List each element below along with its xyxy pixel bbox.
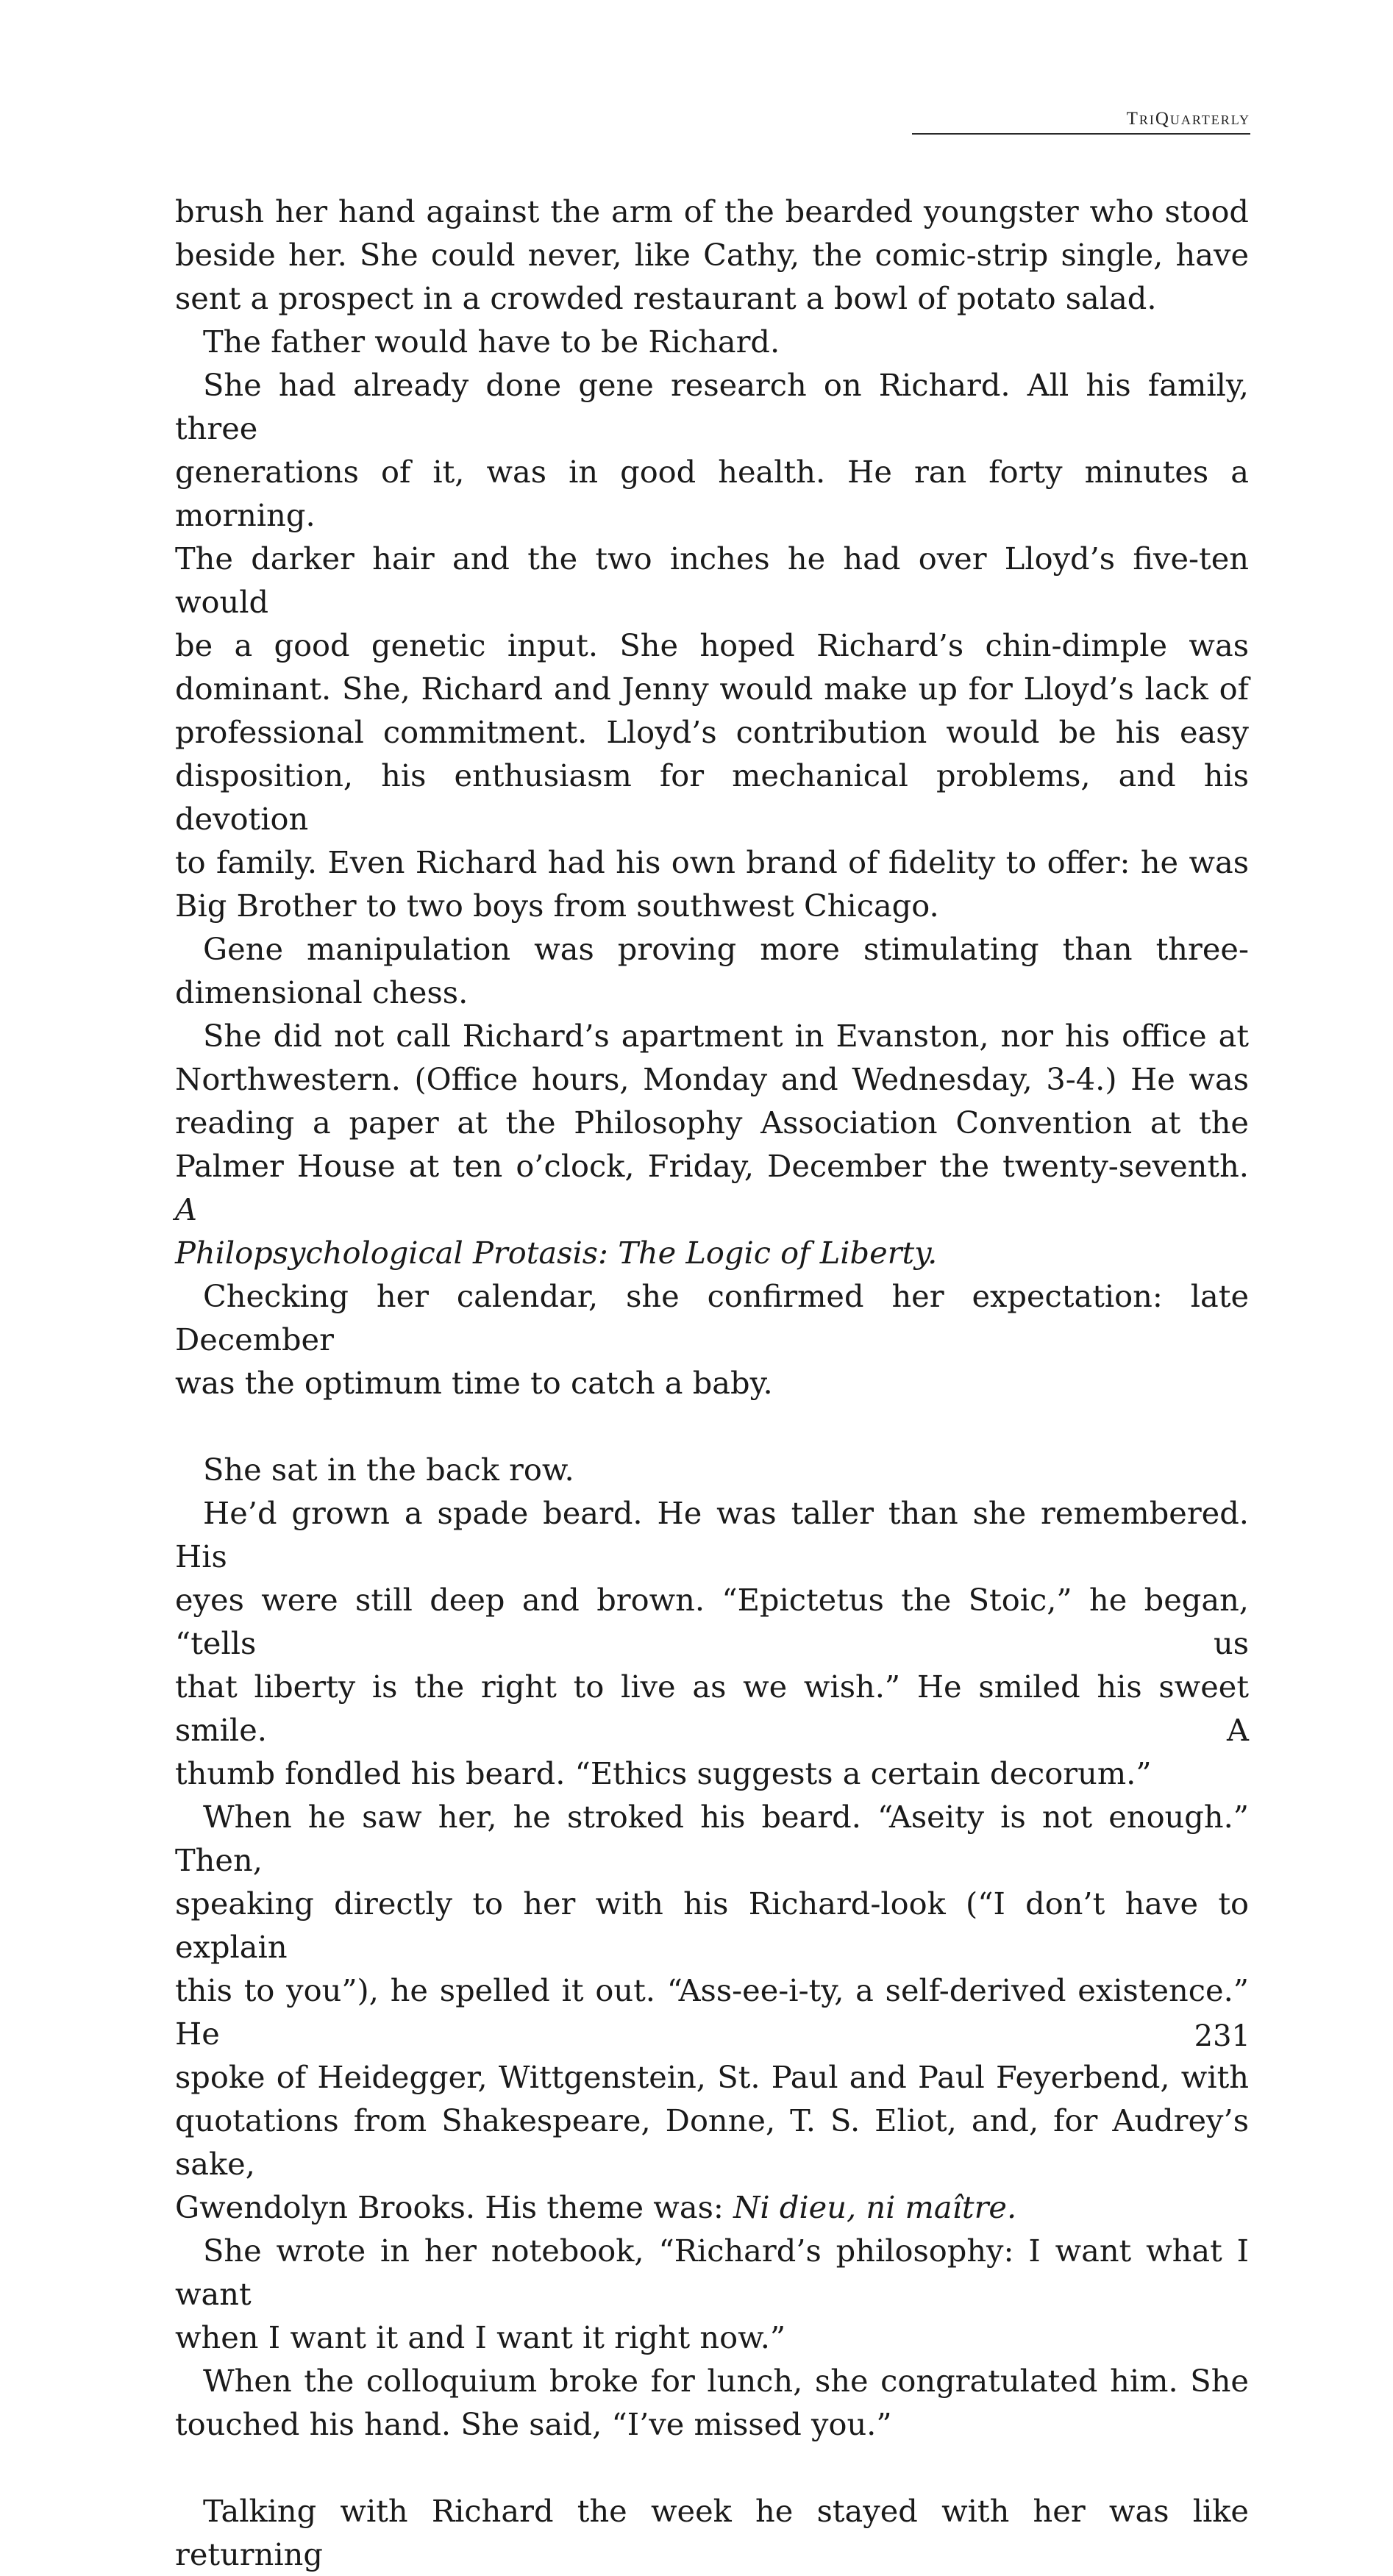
text-line: touched his hand. She said, “I’ve missed you.” xyxy=(175,2406,892,2442)
text-line: was the optimum time to catch a baby. xyxy=(175,1365,773,1401)
text-line xyxy=(175,2186,1249,2229)
text-line: Northwestern. (Office hours, Monday and Wednesday, 3-4.) He was xyxy=(175,1061,1249,1097)
text-line: be a good genetic input. She hoped Richard’s chin-dimple was xyxy=(175,627,1249,663)
text-line: She wrote in her notebook, “Richard’s philosophy: I want what I want xyxy=(175,2233,1249,2312)
italic-segment: Ni dieu, ni maître. xyxy=(733,2189,1017,2225)
text-segment: Gwendolyn Brooks. His theme was: xyxy=(175,2189,724,2225)
text-line: disposition, his enthusiasm for mechanical problems, and his devotion xyxy=(175,757,1249,837)
text-line: generations of it, was in good health. He ran forty minutes a morning. xyxy=(175,454,1249,533)
text-line: reading a paper at the Philosophy Association Convention at the xyxy=(175,1105,1249,1141)
text-line: Big Brother to two boys from southwest Chicago. xyxy=(175,888,939,924)
text-line: sent a prospect in a crowded restaurant a bowl of potato salad. xyxy=(175,280,1157,316)
text-line: dominant. She, Richard and Jenny would make up for Lloyd’s lack of xyxy=(175,671,1249,707)
text-line: beside her. She could never, like Cathy, the comic-strip single, have xyxy=(175,237,1249,273)
section-break xyxy=(175,1405,1249,1448)
running-head: TriQuarterly xyxy=(912,109,1250,135)
text-line: that liberty is the right to live as we wish.” He smiled his sweet smile. A xyxy=(175,1669,1249,1748)
text-line: Gene manipulation was proving more stimulating than three- xyxy=(203,931,1249,967)
text-line: When he saw her, he stroked his beard. “Aseity is not enough.” Then, xyxy=(175,1799,1249,1878)
text-line: spoke of Heidegger, Wittgenstein, St. Paul and Paul Feyerbend, with xyxy=(175,2059,1249,2095)
text-line xyxy=(175,1231,1249,1274)
text-line: The father would have to be Richard. xyxy=(203,324,780,360)
text-line xyxy=(175,1144,1249,1231)
text-line: She sat in the back row. xyxy=(203,1452,574,1488)
text-line: When the colloquium broke for lunch, she congratulated him. She xyxy=(203,2363,1249,2399)
text-line: The darker hair and the two inches he had over Lloyd’s five-ten would xyxy=(175,540,1249,620)
text-line: dimensional chess. xyxy=(175,974,469,1010)
text-line: brush her hand against the arm of the bearded youngster who stood xyxy=(175,193,1249,229)
text-line: when I want it and I want it right now.” xyxy=(175,2319,786,2355)
text-line: He’d grown a spade beard. He was taller than she remembered. His xyxy=(175,1495,1249,1574)
italic-segment: A xyxy=(175,1191,197,1227)
body-text xyxy=(175,190,1249,2576)
text-line: to family. Even Richard had his own brand of fidelity to offer: he was xyxy=(175,844,1249,880)
section-break xyxy=(175,2446,1249,2489)
paper-title: Philopsychological Protasis: The Logic of Liberty. xyxy=(175,1235,938,1271)
text-line: speaking directly to her with his Richard-look (“I don’t have to explain xyxy=(175,1885,1249,1965)
text-line: She did not call Richard’s apartment in Evanston, nor his office at xyxy=(203,1018,1249,1054)
text-line: quotations from Shakespeare, Donne, T. S. Eliot, and, for Audrey’s sake, xyxy=(175,2102,1249,2182)
page-number: 231 xyxy=(1194,2019,1250,2053)
text-line: professional commitment. Lloyd’s contribution would be his easy xyxy=(175,714,1249,750)
text-line: thumb fondled his beard. “Ethics suggests a certain decorum.” xyxy=(175,1755,1152,1791)
text-line: She had already done gene research on Richard. All his family, three xyxy=(175,367,1249,446)
text-segment: Palmer House at ten o’clock, Friday, December the twenty-seventh. xyxy=(175,1148,1249,1184)
text-line: this to you”), he spelled it out. “Ass-ee-i-ty, a self-derived existence.” He xyxy=(175,1972,1249,2052)
text-line: eyes were still deep and brown. “Epictetus the Stoic,” he began, “tells us xyxy=(175,1582,1249,1661)
text-line: Checking her calendar, she confirmed her expectation: late December xyxy=(175,1278,1249,1357)
text-line: Talking with Richard the week he stayed with her was like returning xyxy=(175,2493,1249,2572)
